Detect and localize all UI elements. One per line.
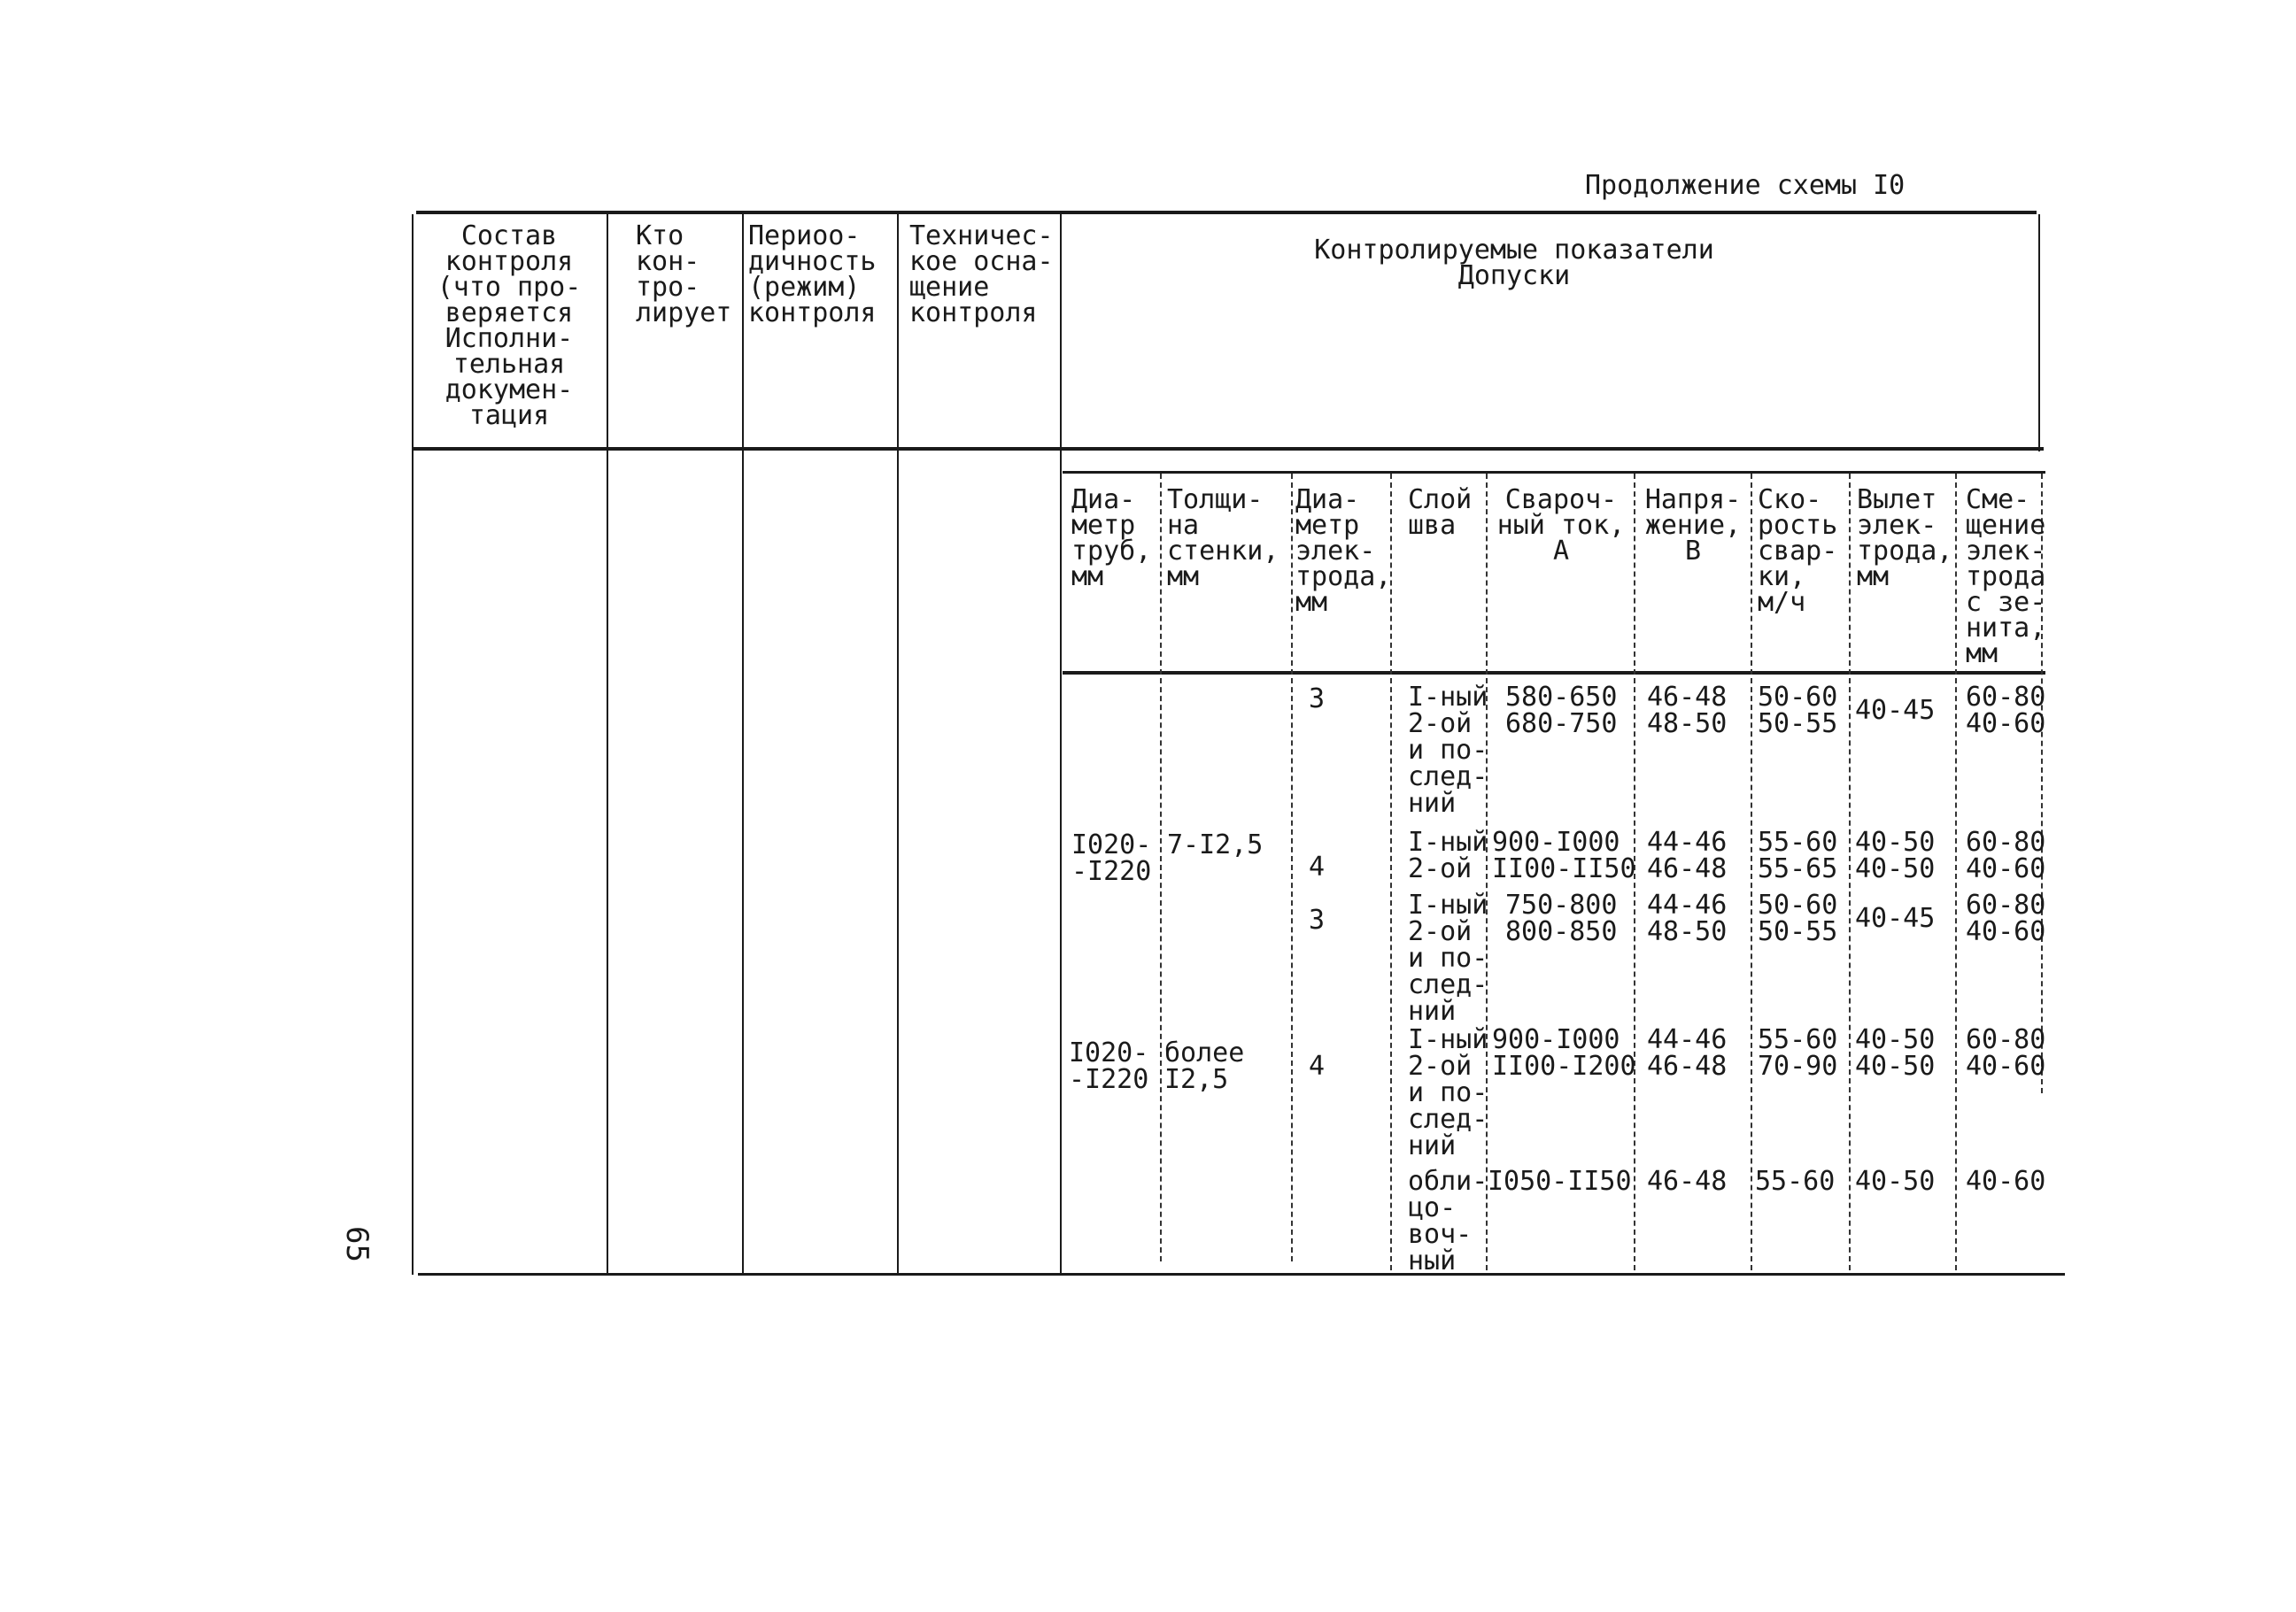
subcol-smeshchenie: Сме- щение элек- трода с зе- нита, мм [1966,484,2046,669]
subcol-skorost: Ско- рость свар- ки, м/ч [1758,484,1838,618]
col-header-kontrol: Контролируемые показатели Допуски [1314,235,1714,291]
cell-napr: 44-46 48-50 [1647,890,1728,947]
cell-diam-el: 4 [1309,852,1326,883]
cell-sloy: I-ный 2-ой [1408,827,1488,884]
subheader-bottom-border [1063,671,2045,675]
subcol-napryazhenie: Напря- жение, В [1644,484,1742,567]
subheader-top-border [1063,471,2045,474]
cell-tok: 900-I000 II00-I200 [1492,1024,1636,1082]
group-tolshchina: 7-I2,5 [1167,829,1264,860]
table-top-border [416,211,2037,214]
cell-smesh: 60-80 40-60 [1966,1024,2046,1082]
table-bottom-border [418,1273,2065,1276]
cell-diam-el: 3 [1309,683,1326,714]
cell-napr: 44-46 46-48 [1647,827,1728,884]
cell-napr: 46-48 [1647,1166,1728,1197]
cell-sloy: I-ный 2-ой и по- след- ний [1408,890,1488,1027]
group-tolshchina: более I2,5 [1164,1037,1245,1095]
cell-skor: 50-60 50-55 [1758,890,1838,947]
subcol-line [1955,474,1957,1270]
subcol-sloy: Слой шва [1408,484,1473,541]
col-header-periodichnost: Периоо- дичность (режим) контроля [748,220,877,328]
cell-vylet: 40-45 [1855,903,1936,934]
subcol-line [1291,474,1293,1261]
cell-tok: 900-I000 II00-II50 [1492,827,1636,884]
group-diam-trub: I020- -I220 [1071,829,1152,887]
subcol-diam-trub: Диа- метр труб, мм [1071,484,1152,592]
col-line [412,214,414,1275]
col-line [742,214,744,1275]
cell-smesh: 60-80 40-60 [1966,682,2046,739]
table-caption: Продолжение схемы I0 [1585,170,1906,201]
cell-sloy: I-ный 2-ой и по- след- ний [1408,1024,1488,1161]
col-line [1060,214,1062,1275]
cell-napr: 46-48 48-50 [1647,682,1728,739]
subcol-vylet: Вылет элек- трода, мм [1857,484,1953,592]
cell-sloy: I-ный 2-ой и по- след- ний [1408,682,1488,819]
cell-skor: 55-60 55-65 [1758,827,1838,884]
cell-skor: 55-60 [1755,1166,1836,1197]
subcol-line [1849,474,1851,1270]
cell-diam-el: 4 [1309,1051,1326,1082]
cell-napr: 44-46 46-48 [1647,1024,1728,1082]
cell-skor: 55-60 70-90 [1758,1024,1838,1082]
col-header-sostav: Состав контроля (что про- веряется Исполни- тельная докумен- тация [437,220,582,431]
cell-skor: 50-60 50-55 [1758,682,1838,739]
col-line [2038,214,2040,451]
cell-smesh: 60-80 40-60 [1966,890,2046,947]
subcol-tok: Свароч- ный ток, А [1496,484,1626,567]
header-bottom-border [412,447,2044,451]
page-number: 65 [339,1226,375,1262]
cell-tok: 580-650 680-750 [1505,682,1618,739]
subcol-diam-elektroda: Диа- метр элек- трода, мм [1295,484,1392,618]
col-line [897,214,899,1275]
col-header-kto: Кто кон- тро- лирует [636,220,732,328]
group-diam-trub: I020- -I220 [1069,1037,1149,1095]
cell-vylet: 40-50 [1855,1166,1936,1197]
cell-vylet: 40-45 [1855,695,1936,726]
subcol-line [1160,474,1162,1261]
col-line [607,214,608,1275]
cell-tok: 750-800 800-850 [1505,890,1618,947]
subcol-tolshchina: Толщи- на стенки, мм [1167,484,1279,592]
cell-vylet: 40-50 40-50 [1855,1024,1936,1082]
col-header-osnashchenie: Техничес- кое осна- щение контроля [909,220,1054,328]
cell-smesh: 40-60 [1966,1166,2046,1197]
cell-smesh: 60-80 40-60 [1966,827,2046,884]
cell-tok: I050-II50 [1488,1166,1632,1197]
cell-sloy: обли- цо- воч- ный [1408,1166,1488,1276]
subcol-line [1751,474,1752,1270]
cell-vylet: 40-50 40-50 [1855,827,1936,884]
cell-diam-el: 3 [1309,905,1326,936]
